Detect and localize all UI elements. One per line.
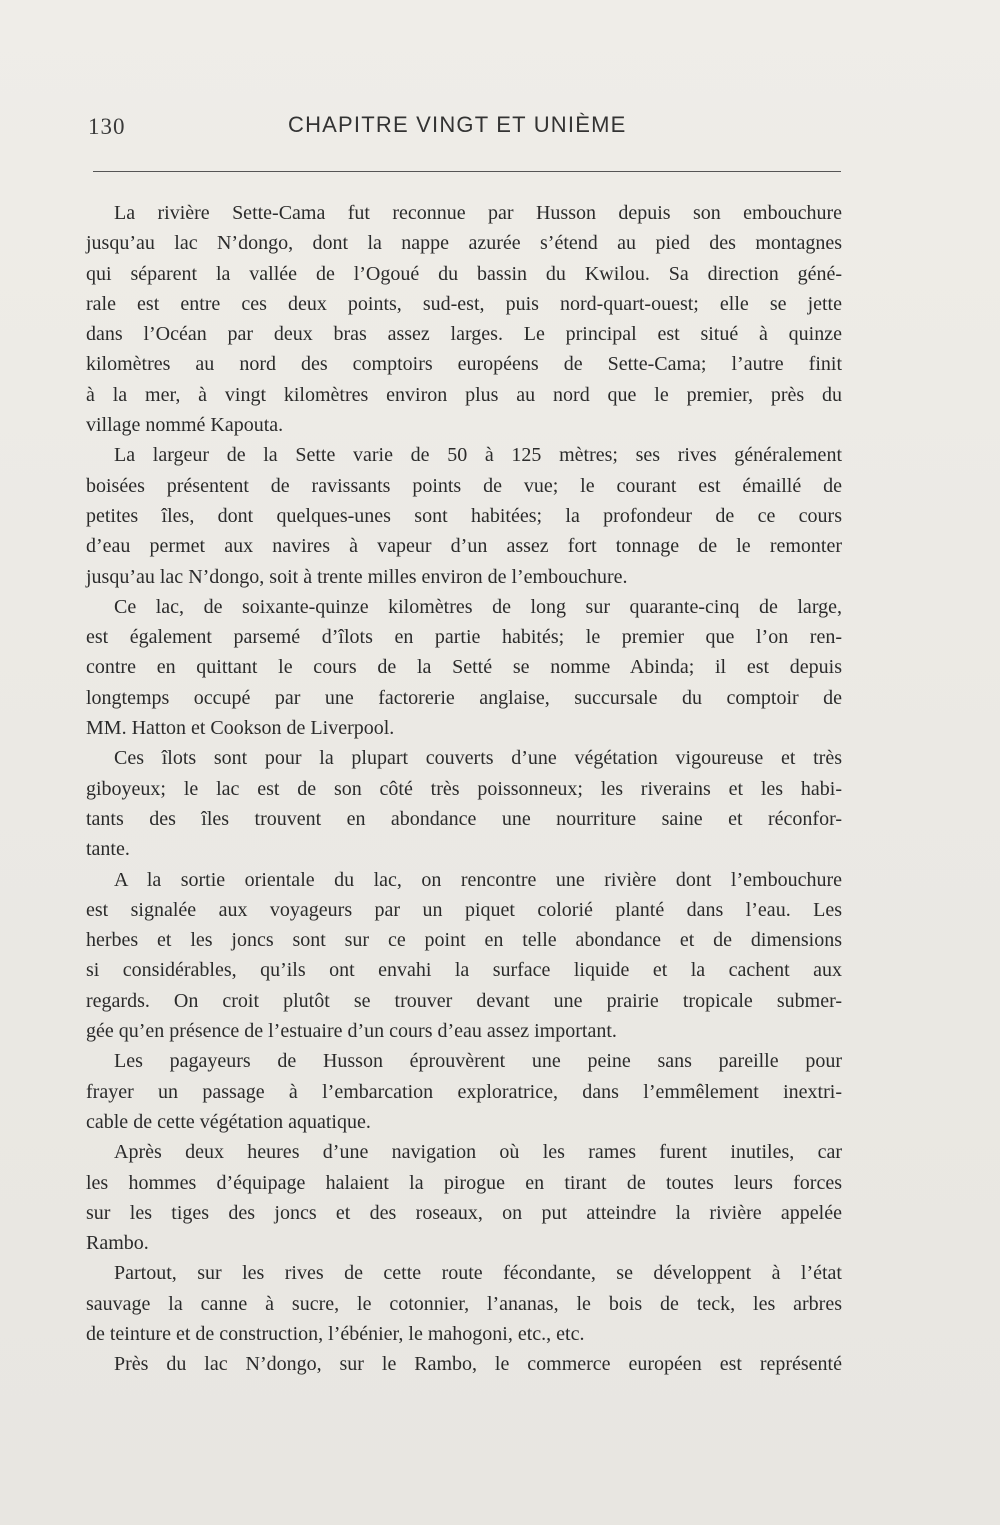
paragraph xyxy=(86,198,842,440)
text-line: boisées présentent de ravissants points de vue; le courant est émaillé de xyxy=(86,474,842,497)
text-line: regards. On croit plutôt se trouver devant une prairie tropicale submer- xyxy=(86,989,842,1012)
text-line: frayer un passage à l’embarcation exploratrice, dans l’emmêlement inextri- xyxy=(86,1080,842,1103)
header-rule xyxy=(93,171,841,172)
text-line: d’eau permet aux navires à vapeur d’un assez fort tonnage de le remonter xyxy=(86,535,842,558)
text-line: A la sortie orientale du lac, on rencontre une rivière dont l’embouchure xyxy=(114,868,842,891)
paragraph xyxy=(86,592,842,743)
text-line: tante. xyxy=(86,838,130,861)
paragraph xyxy=(86,1258,842,1349)
text-line: La rivière Sette-Cama fut reconnue par Husson depuis son embouchure xyxy=(114,202,842,224)
text-line: les hommes d’équipage halaient la pirogue en tirant de toutes leurs forces xyxy=(86,1171,842,1194)
text-line: est également parsemé d’îlots en partie habités; le premier que l’on ren- xyxy=(86,626,842,649)
text-line: petites îles, dont quelques-unes sont habitées; la profondeur de ce cours xyxy=(86,504,842,527)
text-line: rale est entre ces deux points, sud-est, puis nord-quart-ouest; elle se jette xyxy=(86,292,842,315)
text-line: Ce lac, de soixante-quinze kilomètres de long sur quarante-cinq de large, xyxy=(114,595,842,618)
page-number: 130 xyxy=(88,114,126,139)
paragraph xyxy=(86,1137,842,1258)
text-line: longtemps occupé par une factorerie anglaise, succursale du comptoir de xyxy=(86,686,842,709)
text-line: sur les tiges des joncs et des roseaux, on put atteindre la rivière appelée xyxy=(86,1201,842,1224)
paragraph xyxy=(86,440,842,591)
text-line: Près du lac N’dongo, sur le Rambo, le commerce européen est représenté xyxy=(114,1353,842,1376)
text-line: sauvage la canne à sucre, le cotonnier, l’ananas, le bois de teck, les arbres xyxy=(86,1292,842,1315)
paragraph xyxy=(86,1349,842,1379)
text-line: MM. Hatton et Cookson de Liverpool. xyxy=(86,717,395,740)
text-line: contre en quittant le cours de la Setté se nomme Abinda; il est depuis xyxy=(86,656,842,679)
paragraph xyxy=(86,1046,842,1137)
text-line: village nommé Kapouta. xyxy=(86,414,284,437)
body-text xyxy=(86,198,842,1380)
text-line: gée qu’en présence de l’estuaire d’un cours d’eau assez important. xyxy=(86,1020,617,1043)
chapter-title: CHAPITRE VINGT ET UNIÈME xyxy=(288,112,627,137)
text-line: Les pagayeurs de Husson éprouvèrent une peine sans pareille pour xyxy=(114,1050,842,1073)
running-head xyxy=(88,112,840,146)
text-line: cable de cette végétation aquatique. xyxy=(86,1110,371,1133)
text-line: qui séparent la vallée de l’Ogoué du bassin du Kwilou. Sa direction géné- xyxy=(86,262,842,285)
text-line: tants des îles trouvent en abondance une nourriture saine et réconfor- xyxy=(86,807,842,830)
text-line: est signalée aux voyageurs par un piquet colorié planté dans l’eau. Les xyxy=(86,898,842,921)
text-line: giboyeux; le lac est de son côté très poissonneux; les riverains et les habi- xyxy=(86,777,842,800)
text-line: Ces îlots sont pour la plupart couverts d’une végétation vigoureuse et très xyxy=(114,747,842,770)
paragraph xyxy=(86,865,842,1047)
text-line: de teinture et de construction, l’ébénier, le mahogoni, etc., etc. xyxy=(86,1322,585,1345)
text-line: herbes et les joncs sont sur ce point en telle abondance et de dimensions xyxy=(86,929,842,952)
text-line: à la mer, à vingt kilomètres environ plus au nord que le premier, près du xyxy=(86,383,842,406)
text-line: si considérables, qu’ils ont envahi la surface liquide et la cachent aux xyxy=(86,959,842,982)
text-line: jusqu’au lac N’dongo, dont la nappe azurée s’étend au pied des montagnes xyxy=(86,232,842,255)
text-line: La largeur de la Sette varie de 50 à 125 mètres; ses rives généralement xyxy=(114,444,842,467)
text-line: jusqu’au lac N’dongo, soit à trente milles environ de l’embouchure. xyxy=(86,565,628,588)
text-line: kilomètres au nord des comptoirs européens de Sette-Cama; l’autre finit xyxy=(86,353,842,376)
text-line: Partout, sur les rives de cette route fécondante, se développent à l’état xyxy=(114,1262,842,1285)
text-line: Après deux heures d’une navigation où les rames furent inutiles, car xyxy=(114,1141,842,1164)
text-line: Rambo. xyxy=(86,1232,149,1255)
paragraph xyxy=(86,743,842,864)
text-line: dans l’Océan par deux bras assez larges. Le principal est situé à quinze xyxy=(86,323,842,346)
